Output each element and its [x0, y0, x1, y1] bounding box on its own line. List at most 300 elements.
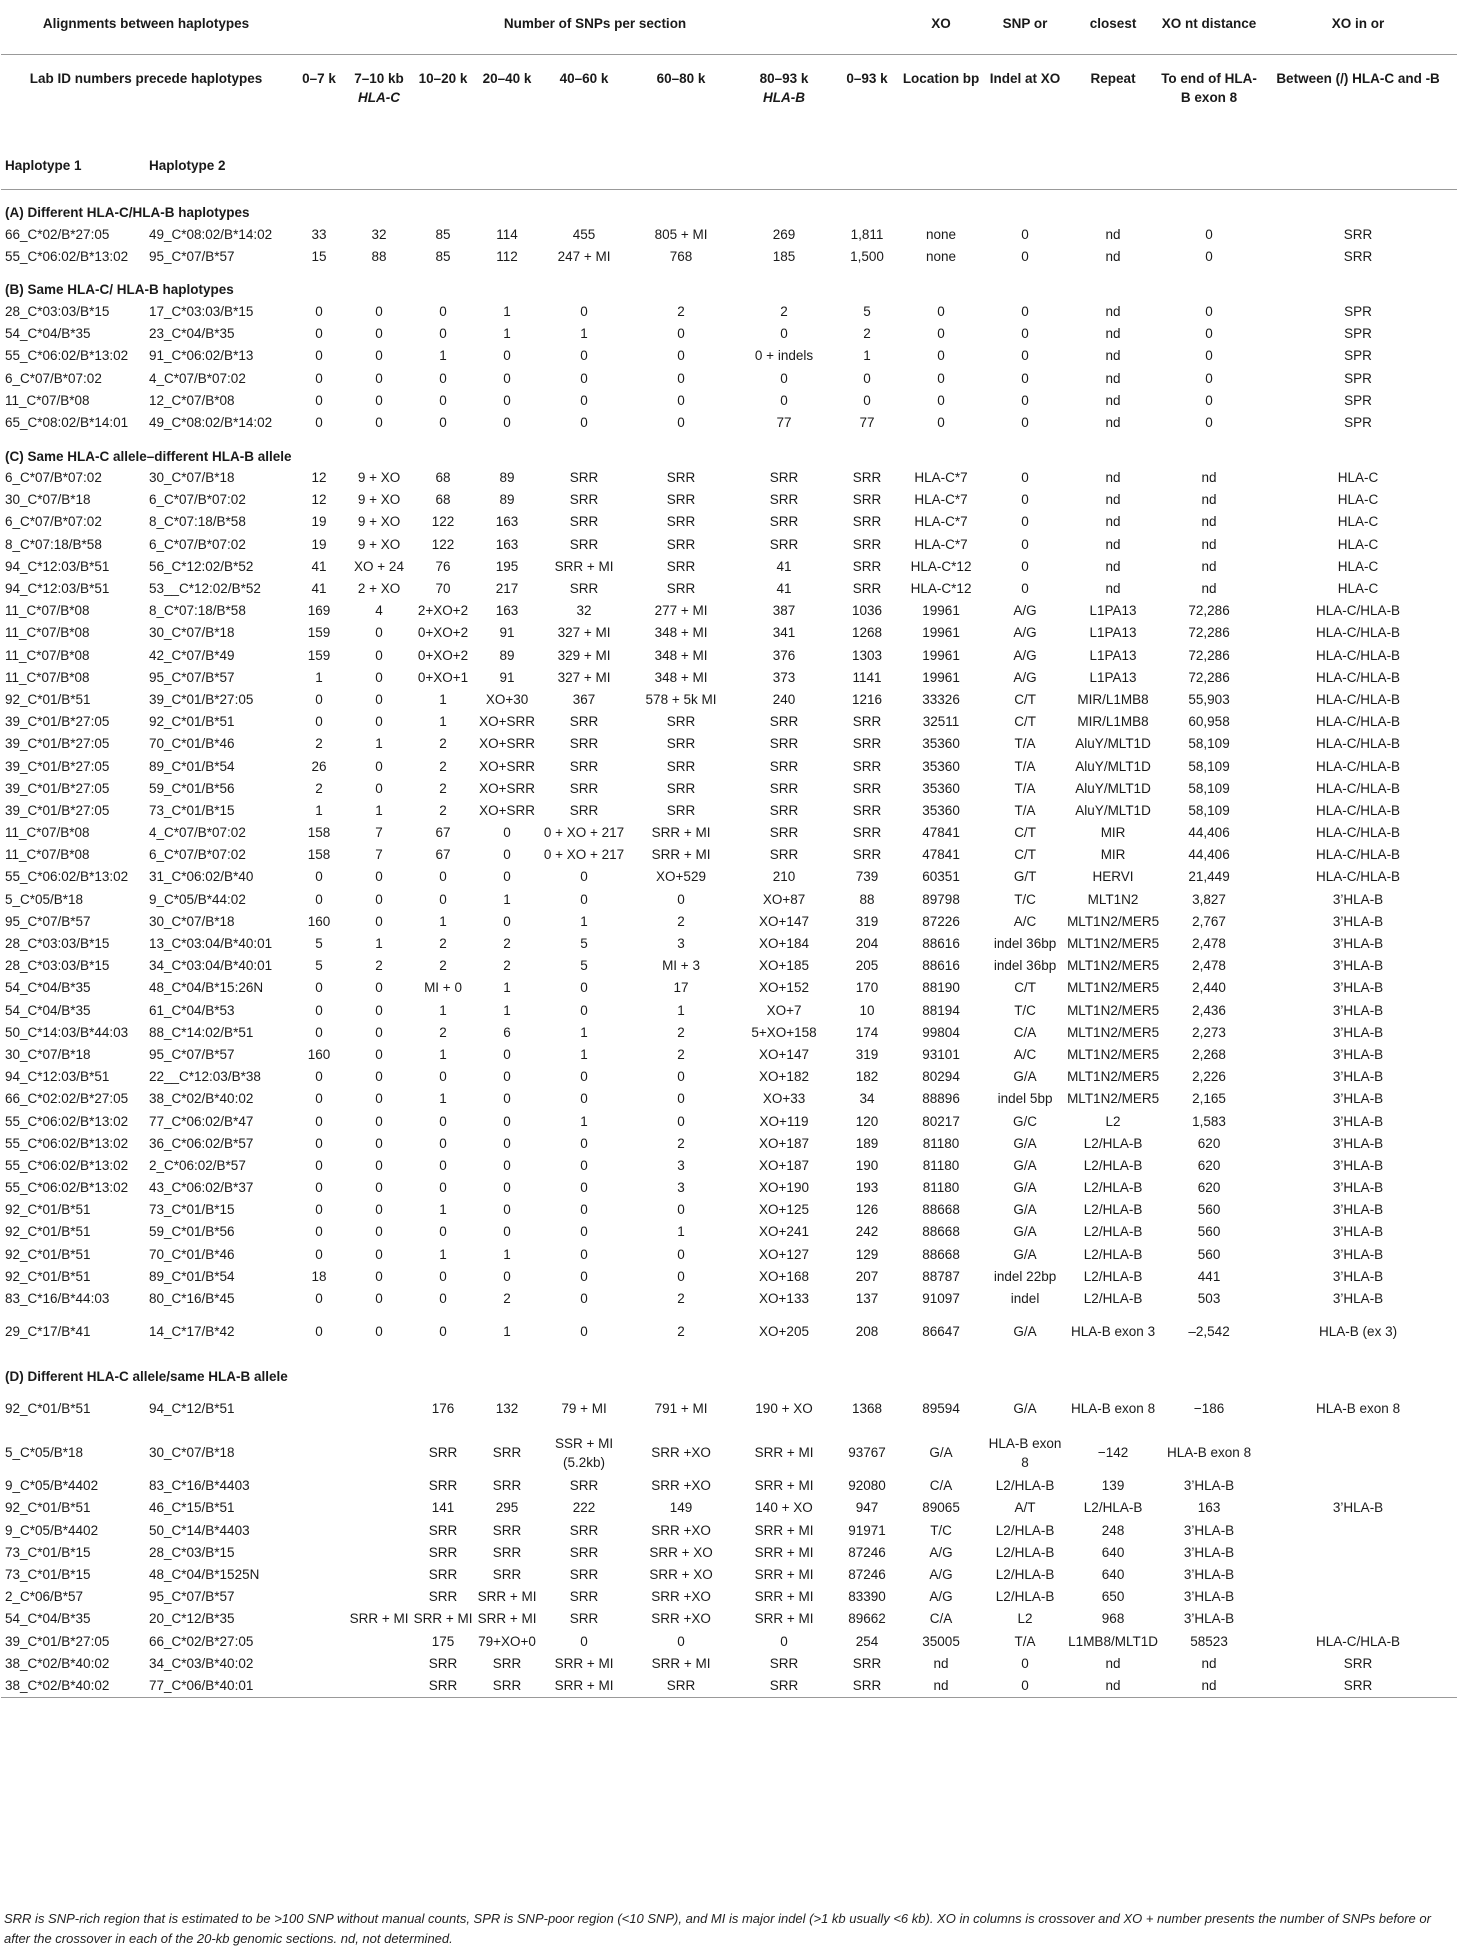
cell-xo-region: 3’HLA-B: [1332, 1500, 1384, 1516]
cell-haplotype-1: 38_C*02/B*40:02: [5, 1677, 110, 1693]
cell-snps-20-40k: SRR + MI: [477, 1611, 537, 1627]
cell-xo-location: 35360: [922, 802, 960, 818]
cell-closest-repeat: nd: [1105, 348, 1121, 364]
cell-snps-60-80k: 0: [677, 414, 685, 430]
cell-snps-7-10k: 0: [375, 714, 383, 730]
cell-snps-80-93k: 210: [772, 869, 796, 885]
cell-xo-location: 60351: [922, 869, 960, 885]
cell-haplotype-1: 11_C*07/B*08: [5, 669, 90, 685]
cell-haplotype-1: 92_C*01/B*51: [5, 1202, 91, 1218]
cell-snps-0-7k: 12: [311, 470, 327, 486]
cell-snps-60-80k: SRR + MI: [651, 1655, 711, 1671]
cell-xo-location: 88668: [922, 1202, 960, 1218]
cell-snp-or-indel: L2: [1017, 1611, 1033, 1627]
cell-haplotype-1: 95_C*07/B*57: [5, 913, 91, 929]
cell-snps-10-20k: 68: [435, 470, 451, 486]
cell-snp-or-indel: indel 36bp: [993, 936, 1057, 952]
cell-snps-0-93k: 1268: [852, 625, 883, 641]
cell-snp-or-indel: G/A: [1013, 1401, 1037, 1417]
cell-closest-repeat: nd: [1105, 514, 1121, 530]
table-row: [1, 467, 1457, 489]
cell-snps-80-93k: 77: [776, 414, 792, 430]
header-xo-nt-distance: XO nt distance: [1161, 16, 1257, 31]
cell-snps-40-60k: 0 + XO + 217: [543, 825, 625, 841]
cell-haplotype-2: 39_C*01/B*27:05: [149, 691, 254, 707]
cell-snps-80-93k: 190 + XO: [755, 1401, 813, 1417]
header-col-80-93-label: 80–93 k: [759, 71, 809, 86]
cell-haplotype-1: 94_C*12:03/B*51: [5, 558, 110, 574]
cell-closest-repeat: nd: [1105, 1677, 1121, 1693]
cell-snps-7-10k: [347, 1563, 411, 1585]
cell-xo-distance: 58523: [1190, 1633, 1228, 1649]
cell-haplotype-2: 6_C*07/B*07:02: [149, 847, 246, 863]
cell-snps-7-10k: [347, 1541, 411, 1563]
cell-snps-0-93k: SRR: [852, 1655, 882, 1671]
cell-snps-7-10k: 1: [375, 802, 383, 818]
header-haplotype-2: Haplotype 2: [149, 157, 226, 173]
cell-snps-10-20k: 0: [439, 414, 447, 430]
cell-snps-10-20k: 0+XO+1: [417, 669, 469, 685]
header-col-7-10-label: 7–10 kb: [354, 71, 404, 86]
cell-snps-40-60k: SRR: [569, 492, 599, 508]
cell-closest-repeat: L2/HLA-B: [1083, 1268, 1143, 1284]
header-snps-per-section: Number of SNPs per section: [503, 16, 687, 31]
cell-haplotype-2: 73_C*01/B*15: [149, 1202, 235, 1218]
cell-xo-location: 19961: [922, 625, 960, 641]
cell-closest-repeat: L2/HLA-B: [1083, 1135, 1143, 1151]
cell-xo-distance: 3,827: [1192, 891, 1226, 907]
cell-snps-0-93k: SRR: [852, 780, 882, 796]
cell-xo-location: HLA-C*7: [914, 492, 968, 508]
cell-xo-region: HLA-C/HLA-B: [1316, 625, 1401, 641]
cell-snps-80-93k: XO+147: [759, 1046, 809, 1062]
cell-haplotype-1: 28_C*03:03/B*15: [5, 936, 110, 952]
table-row: [1, 555, 1457, 577]
cell-haplotype-1: 11_C*07/B*08: [5, 647, 90, 663]
cell-snps-20-40k: XO+SRR: [479, 802, 535, 818]
cell-xo-region: 3’HLA-B: [1332, 958, 1384, 974]
header-alignments: Alignments between haplotypes: [42, 16, 250, 31]
cell-snps-20-40k: 0: [503, 392, 511, 408]
cell-snps-40-60k: 0: [580, 1246, 588, 1262]
cell-snps-0-93k: 0: [863, 392, 871, 408]
cell-haplotype-2: 46_C*15/B*51: [149, 1500, 235, 1516]
cell-haplotype-1: 55_C*06:02/B*13:02: [5, 1113, 129, 1129]
cell-snps-10-20k: 0: [439, 1113, 447, 1129]
cell-xo-region: [1259, 1519, 1457, 1541]
table-row: [1, 533, 1457, 555]
cell-snps-0-7k: 0: [315, 1069, 323, 1085]
cell-snps-40-60k: 0: [580, 1224, 588, 1240]
cell-snp-or-indel: 0: [1021, 303, 1029, 319]
cell-snps-10-20k: 2: [439, 736, 447, 752]
cell-snps-60-80k: 17: [673, 980, 689, 996]
cell-snps-7-10k: 2: [375, 958, 383, 974]
cell-snps-0-7k: 0: [315, 1224, 323, 1240]
cell-haplotype-2: 2_C*06:02/B*57: [149, 1157, 246, 1173]
cell-xo-distance: 560: [1197, 1246, 1221, 1262]
cell-snps-60-80k: 149: [669, 1500, 693, 1516]
cell-snps-60-80k: SRR +XO: [651, 1478, 711, 1494]
table-row: [1, 1519, 1457, 1541]
cell-snp-or-indel: T/A: [1014, 758, 1036, 774]
cell-snps-0-7k: [291, 1674, 347, 1697]
cell-snps-80-93k: SRR: [769, 780, 799, 796]
cell-snps-10-20k: 0: [439, 869, 447, 885]
cell-snps-80-93k: XO+190: [759, 1180, 809, 1196]
cell-snps-0-93k: 1368: [852, 1401, 883, 1417]
cell-haplotype-1: 55_C*06:02/B*13:02: [5, 1135, 129, 1151]
cell-snps-0-93k: 947: [855, 1500, 879, 1516]
table-row: [1, 999, 1457, 1021]
cell-haplotype-2: 34_C*03:04/B*40:01: [149, 958, 273, 974]
cell-snps-10-20k: 0: [439, 1324, 447, 1340]
cell-snps-60-80k: SRR: [666, 802, 696, 818]
table-row: [1, 1021, 1457, 1043]
cell-haplotype-1: 83_C*16/B*44:03: [5, 1291, 110, 1307]
cell-xo-location: HLA-C*12: [910, 581, 972, 597]
cell-snps-60-80k: SRR: [666, 492, 696, 508]
table-row: [1, 223, 1457, 245]
table-row: [1, 622, 1457, 644]
cell-snp-or-indel: A/G: [1013, 669, 1037, 685]
cell-snps-40-60k: 367: [572, 691, 596, 707]
cell-haplotype-2: 6_C*07/B*07:02: [149, 536, 246, 552]
cell-xo-distance: 0: [1205, 348, 1213, 364]
cell-snps-7-10k: 0: [375, 392, 383, 408]
cell-xo-distance: 2,440: [1192, 980, 1226, 996]
cell-snps-0-93k: SRR: [852, 736, 882, 752]
cell-haplotype-2: 59_C*01/B*56: [149, 1224, 235, 1240]
header-snp-or: SNP or: [1002, 16, 1048, 31]
cell-snp-or-indel: G/A: [1013, 1069, 1037, 1085]
cell-snps-40-60k: SRR + MI: [554, 1677, 614, 1693]
cell-haplotype-1: 5_C*05/B*18: [5, 891, 84, 907]
cell-closest-repeat: HLA-B exon 8: [1071, 1401, 1156, 1417]
cell-snps-7-10k: 0: [375, 625, 383, 641]
cell-snps-20-40k: SRR: [492, 1655, 522, 1671]
cell-xo-location: 35360: [922, 736, 960, 752]
cell-haplotype-2: 48_C*04/B*1525N: [149, 1566, 260, 1582]
cell-snps-7-10k: 0: [375, 780, 383, 796]
cell-closest-repeat: 650: [1101, 1589, 1125, 1605]
cell-snps-0-93k: 1303: [852, 647, 883, 663]
cell-snps-40-60k: 0: [580, 891, 588, 907]
cell-snps-20-40k: 1: [503, 1002, 511, 1018]
cell-haplotype-1: 54_C*04/B*35: [5, 1002, 91, 1018]
cell-xo-location: 89594: [922, 1401, 960, 1417]
cell-snps-7-10k: 88: [371, 248, 387, 264]
cell-xo-region: SPR: [1344, 414, 1372, 430]
cell-snps-60-80k: SRR: [666, 780, 696, 796]
cell-snps-40-60k: SRR: [569, 514, 599, 530]
cell-xo-distance: 44,406: [1188, 825, 1230, 841]
cell-snps-0-7k: 12: [311, 492, 327, 508]
table-row: [1, 755, 1457, 777]
cell-snps-20-40k: SRR: [492, 1566, 522, 1582]
header-col-40-60: 40–60 k: [559, 71, 609, 86]
cell-snps-40-60k: SSR + MI (5.2kb): [554, 1435, 614, 1470]
cell-snps-80-93k: SRR + MI: [754, 1566, 814, 1582]
cell-snps-10-20k: 0+XO+2: [417, 625, 469, 641]
cell-snp-or-indel: 0: [1021, 514, 1029, 530]
cell-xo-distance: 2,226: [1192, 1069, 1226, 1085]
cell-snps-0-7k: 0: [315, 1246, 323, 1262]
table-row: [1, 955, 1457, 977]
cell-snps-20-40k: 132: [495, 1401, 519, 1417]
cell-haplotype-1: 92_C*01/B*51: [5, 1224, 91, 1240]
cell-xo-distance: 441: [1197, 1268, 1221, 1284]
cell-xo-location: 88668: [922, 1224, 960, 1240]
cell-snps-7-10k: 0: [375, 913, 383, 929]
cell-snps-60-80k: 768: [669, 248, 693, 264]
cell-snps-10-20k: 68: [435, 492, 451, 508]
cell-haplotype-1: 11_C*07/B*08: [5, 825, 90, 841]
cell-haplotype-1: 39_C*01/B*27:05: [5, 736, 110, 752]
cell-xo-distance: 163: [1197, 1500, 1221, 1516]
cell-closest-repeat: MLT1N2/MER5: [1067, 1024, 1160, 1040]
cell-snps-60-80k: 2: [677, 1046, 685, 1062]
table-row: [1, 323, 1457, 345]
cell-xo-distance: −186: [1193, 1401, 1225, 1417]
cell-snps-7-10k: 0: [375, 326, 383, 342]
cell-snps-7-10k: 0: [375, 370, 383, 386]
cell-snps-80-93k: XO+205: [759, 1324, 809, 1340]
cell-snps-60-80k: 1: [677, 1224, 685, 1240]
table-row: [1, 1177, 1457, 1199]
table-row: [1, 1541, 1457, 1563]
cell-snps-7-10k: 0: [375, 414, 383, 430]
cell-snps-80-93k: 0 + indels: [754, 348, 814, 364]
cell-snps-7-10k: 0: [375, 891, 383, 907]
table-row: [1, 1132, 1457, 1154]
cell-snps-60-80k: 3: [677, 1157, 685, 1173]
cell-snps-0-93k: 739: [855, 869, 879, 885]
cell-snps-0-7k: [291, 1608, 347, 1630]
cell-snps-10-20k: 176: [431, 1401, 455, 1417]
cell-xo-location: 81180: [922, 1135, 960, 1151]
cell-snps-60-80k: 3: [677, 1180, 685, 1196]
cell-xo-distance: 58,109: [1188, 802, 1230, 818]
cell-haplotype-2: 4_C*07/B*07:02: [149, 825, 246, 841]
table-row: [1, 300, 1457, 322]
cell-snps-0-93k: 1036: [852, 603, 883, 619]
cell-snps-0-7k: 0: [315, 1202, 323, 1218]
header-col-7-10: [347, 55, 411, 142]
cell-snps-80-93k: SRR: [769, 802, 799, 818]
cell-snps-10-20k: 2: [439, 958, 447, 974]
cell-xo-distance: nd: [1201, 558, 1217, 574]
cell-snps-40-60k: 329 + MI: [557, 647, 611, 663]
cell-xo-region: HLA-C: [1337, 581, 1379, 597]
cell-haplotype-1: 6_C*07/B*07:02: [5, 370, 102, 386]
cell-closest-repeat: L2: [1105, 1113, 1121, 1129]
cell-snps-40-60k: 0: [580, 348, 588, 364]
table-header: [1, 0, 1457, 190]
cell-snps-10-20k: 0: [439, 392, 447, 408]
cell-xo-region: 3’HLA-B: [1332, 1135, 1384, 1151]
cell-haplotype-2: 49_C*08:02/B*14:02: [149, 226, 273, 242]
cell-snps-0-7k: 159: [307, 625, 331, 641]
cell-xo-location: none: [926, 248, 957, 264]
cell-snps-7-10k: 7: [375, 825, 383, 841]
cell-snps-20-40k: 89: [499, 470, 515, 486]
cell-snps-0-93k: 1: [863, 348, 871, 364]
header-to-end: To end of HLA-B exon 8: [1161, 71, 1257, 105]
cell-snps-0-7k: 0: [315, 1180, 323, 1196]
cell-snps-20-40k: 0: [503, 1113, 511, 1129]
cell-xo-location: 88190: [922, 980, 960, 996]
cell-snps-7-10k: 0: [375, 1291, 383, 1307]
cell-xo-location: 93101: [922, 1046, 960, 1062]
cell-snps-60-80k: 0: [677, 1202, 685, 1218]
cell-xo-distance: 2,165: [1192, 1091, 1226, 1107]
table-row: [1, 1387, 1457, 1431]
cell-snps-40-60k: SRR: [569, 536, 599, 552]
cell-xo-region: 3’HLA-B: [1332, 1224, 1384, 1240]
cell-snps-60-80k: SRR: [666, 536, 696, 552]
cell-snps-60-80k: 0: [677, 1091, 685, 1107]
cell-haplotype-2: 77_C*06/B*40:01: [149, 1677, 254, 1693]
cell-haplotype-2: 6_C*07/B*07:02: [149, 492, 246, 508]
section-title: (D) Different HLA-C allele/same HLA-B allele: [5, 1368, 288, 1384]
cell-haplotype-2: 42_C*07/B*49: [149, 647, 235, 663]
table-row: [1, 1586, 1457, 1608]
cell-snps-20-40k: 1: [503, 1324, 511, 1340]
cell-snp-or-indel: C/T: [1014, 825, 1036, 841]
cell-snp-or-indel: A/G: [1013, 603, 1037, 619]
cell-snps-20-40k: XO+SRR: [479, 736, 535, 752]
cell-xo-location: 99804: [922, 1024, 960, 1040]
cell-closest-repeat: L1PA13: [1089, 625, 1137, 641]
cell-haplotype-1: 30_C*07/B*18: [5, 492, 91, 508]
cell-snp-or-indel: L2/HLA-B: [995, 1589, 1055, 1605]
cell-snps-0-93k: 189: [855, 1135, 879, 1151]
cell-closest-repeat: MLT1N2/MER5: [1067, 980, 1160, 996]
cell-closest-repeat: L2/HLA-B: [1083, 1291, 1143, 1307]
cell-snps-80-93k: SRR: [769, 758, 799, 774]
cell-closest-repeat: L1PA13: [1089, 647, 1137, 663]
cell-snps-60-80k: 0: [677, 1246, 685, 1262]
cell-closest-repeat: L2/HLA-B: [1083, 1224, 1143, 1240]
cell-snp-or-indel: C/T: [1014, 714, 1036, 730]
cell-snps-0-93k: 1141: [852, 669, 882, 685]
cell-haplotype-2: 12_C*07/B*08: [149, 392, 235, 408]
cell-xo-region: [1259, 1541, 1457, 1563]
cell-closest-repeat: 640: [1101, 1566, 1125, 1582]
cell-snps-80-93k: 41: [776, 581, 792, 597]
cell-snps-0-7k: 0: [315, 1157, 323, 1173]
cell-snps-0-7k: 0: [315, 869, 323, 885]
table-row: [1, 367, 1457, 389]
cell-xo-location: 88896: [922, 1091, 960, 1107]
cell-snps-40-60k: SRR: [569, 802, 599, 818]
cell-xo-distance: nd: [1201, 1677, 1217, 1693]
cell-xo-region: [1259, 1608, 1457, 1630]
header-location-bp: Location bp: [902, 71, 980, 86]
cell-snps-40-60k: 0: [580, 370, 588, 386]
cell-haplotype-2: 8_C*07:18/B*58: [149, 603, 246, 619]
cell-snps-20-40k: XO+SRR: [479, 758, 535, 774]
cell-haplotype-1: 39_C*01/B*27:05: [5, 758, 110, 774]
cell-haplotype-1: 28_C*03:03/B*15: [5, 958, 110, 974]
cell-xo-location: 86647: [922, 1324, 960, 1340]
cell-closest-repeat: nd: [1105, 414, 1121, 430]
cell-closest-repeat: nd: [1105, 392, 1121, 408]
cell-snps-20-40k: 0: [503, 825, 511, 841]
cell-snps-40-60k: 247 + MI: [557, 248, 611, 264]
cell-haplotype-2: 31_C*06:02/B*40: [149, 869, 254, 885]
cell-snps-10-20k: 67: [435, 825, 451, 841]
cell-snps-20-40k: 0: [503, 1224, 511, 1240]
cell-snps-60-80k: 1: [677, 1002, 685, 1018]
cell-snps-80-93k: SRR: [769, 514, 799, 530]
cell-snp-or-indel: T/A: [1014, 780, 1036, 796]
cell-haplotype-2: 92_C*01/B*51: [149, 714, 235, 730]
cell-xo-region: SPR: [1344, 303, 1372, 319]
cell-snps-0-93k: 89662: [848, 1611, 886, 1627]
cell-closest-repeat: 640: [1101, 1544, 1125, 1560]
cell-xo-location: T/C: [930, 1522, 952, 1538]
table-row: [1, 1630, 1457, 1652]
cell-snp-or-indel: A/C: [1013, 913, 1037, 929]
cell-xo-distance: 72,286: [1188, 647, 1230, 663]
cell-snps-7-10k: 0: [375, 1024, 383, 1040]
cell-snps-20-40k: 0: [503, 348, 511, 364]
cell-snps-10-20k: 122: [431, 514, 455, 530]
cell-snps-0-7k: 0: [315, 1113, 323, 1129]
cell-snps-80-93k: SRR: [769, 736, 799, 752]
cell-snps-40-60k: 0: [580, 869, 588, 885]
cell-snps-10-20k: SRR: [428, 1589, 458, 1605]
table-row: [1, 411, 1457, 433]
cell-xo-distance: 21,449: [1188, 869, 1230, 885]
cell-snps-40-60k: SRR: [569, 1611, 599, 1627]
cell-snps-80-93k: XO+125: [759, 1202, 809, 1218]
cell-snp-or-indel: 0: [1021, 492, 1029, 508]
cell-snps-7-10k: 0: [375, 1002, 383, 1018]
cell-snp-or-indel: L2/HLA-B: [995, 1522, 1055, 1538]
cell-xo-region: SRR: [1343, 226, 1373, 242]
cell-snps-80-93k: SRR + MI: [754, 1611, 814, 1627]
cell-snps-20-40k: 0: [503, 1157, 511, 1173]
cell-xo-distance: 3’HLA-B: [1183, 1544, 1235, 1560]
cell-snps-0-7k: 41: [311, 558, 327, 574]
cell-xo-location: A/G: [929, 1566, 953, 1582]
cell-snps-10-20k: SRR + MI: [413, 1611, 473, 1627]
cell-xo-distance: 72,286: [1188, 669, 1230, 685]
cell-xo-location: 35360: [922, 780, 960, 796]
cell-closest-repeat: HLA-B exon 3: [1071, 1324, 1156, 1340]
cell-snps-20-40k: 89: [499, 647, 515, 663]
cell-snps-80-93k: XO+87: [762, 891, 806, 907]
cell-haplotype-1: 11_C*07/B*08: [5, 392, 90, 408]
cell-haplotype-2: 36_C*06:02/B*57: [149, 1135, 254, 1151]
cell-closest-repeat: MIR/L1MB8: [1077, 714, 1149, 730]
cell-snp-or-indel: T/A: [1014, 802, 1036, 818]
cell-snps-40-60k: 0: [580, 1135, 588, 1151]
table-row: [1, 1475, 1457, 1497]
cell-snp-or-indel: 0: [1021, 348, 1029, 364]
cell-xo-region: HLA-C/HLA-B: [1316, 669, 1401, 685]
cell-snps-0-7k: 0: [315, 370, 323, 386]
cell-snps-80-93k: XO+185: [759, 958, 809, 974]
cell-snps-10-20k: 2+XO+2: [417, 603, 469, 619]
cell-xo-region: 3’HLA-B: [1332, 1157, 1384, 1173]
cell-haplotype-1: 29_C*17/B*41: [5, 1324, 91, 1340]
cell-closest-repeat: MIR: [1100, 847, 1126, 863]
cell-snps-7-10k: 0: [375, 869, 383, 885]
